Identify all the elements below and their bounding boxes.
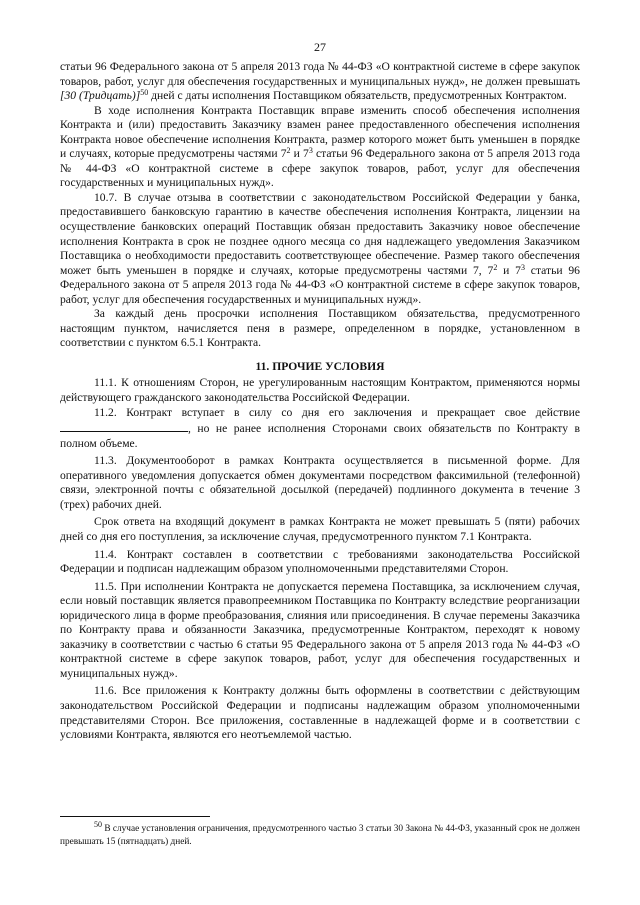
text-fragment: и 7 [497, 263, 521, 277]
paragraph-11-1: 11.1. К отношениям Сторон, не урегулированным настоящим Контрактом, применяются нормы действующего гражданского законодательства Российской Федерации. [60, 376, 580, 405]
text-fragment: статьи 96 Федерального закона от 5 апреля 2013 года № 44-ФЗ «О контрактной системе в сфере закупок товаров, работ, услуг для обеспечения государственных и муниципальных нужд», не должен превышать [60, 60, 580, 88]
text-fragment: В ходе исполнения Контракта Поставщик вправе изменить способ обеспечения исполнения Контракта и (или) предоставить Заказчику взамен ранее предоставленного обеспечения исполнения Контракта новое обеспечение исполнения Контракта, размер которого может быть уменьшен в порядке и случаях, которые предусмотрены частями 7 [60, 103, 580, 161]
paragraph-11-4: 11.4. Контракт составлен в соответствии с требованиями законодательства Российской Федерации и подписан надлежащим образом уполномоченными представителями Сторон. [60, 547, 580, 576]
footnote-separator [60, 816, 210, 817]
paragraph-change-security [60, 104, 580, 191]
document-body [60, 60, 580, 743]
italic-term: [30 (Тридцать)] [60, 89, 141, 103]
footnote-reference: 50 [140, 88, 149, 98]
paragraph-penalty: За каждый день просрочки исполнения Поставщиком обязательства, предусмотренного настоящим пунктом, начисляется пеня в размере, определенном в порядке, установленном в соответствии с пунктом 6.5.1 Контракта. [60, 307, 580, 350]
superscript: 3 [308, 146, 313, 156]
paragraph-response-term: Срок ответа на входящий документ в рамках Контракта не может превышать 5 (пяти) рабочих дней со дня его поступления, за исключение случая, предусмотренного пунктом 7.1 Контракта. [60, 515, 580, 543]
footnote-text: В случае установления ограничения, предусмотренного частью 3 статьи 30 Закона № 44-ФЗ, указанный срок не должен превышать 15 (пятнадцать) дней. [60, 824, 580, 847]
text-fragment: 11.2. Контракт вступает в силу со дня его заключения и прекращает свое действие [94, 405, 580, 419]
text-fragment: статьи 96 Федерального закона от 5 апреля 2013 года № 44-ФЗ «О контрактной системе в сфере закупок товаров, работ, услуг для обеспечения государственных и муниципальных нужд». [60, 147, 580, 190]
footnote [60, 820, 580, 848]
blank-fill-line [60, 420, 188, 432]
superscript: 3 [520, 262, 525, 272]
section-heading: 11. ПРОЧИЕ УСЛОВИЯ [255, 359, 385, 373]
page-number: 27 [314, 40, 326, 54]
paragraph-11-3: 11.3. Документооборот в рамках Контракта осуществляется в письменной форме. Для оперативного уведомления допускается обмен документами посредством факсимильной (телефонной) связи, электронной почты с обязательной досылкой (передачей) подлинного документа в течение 3 (трех) рабочих дней. [60, 454, 580, 511]
footnote-mark: 50 [94, 820, 102, 829]
text-fragment: , но не ранее исполнения Сторонами своих обязательств по Контракту в полном объеме. [60, 422, 580, 450]
paragraph-10-7 [60, 191, 580, 307]
paragraph-11-2 [60, 406, 580, 452]
text-fragment: статьи 96 Федерального закона от 5 апреля 2013 года № 44-ФЗ «О контрактной системе в сфере закупок товаров, работ, услуг для обеспечения государственных и муниципальных нужд». [60, 263, 580, 306]
paragraph-guarantee-return-term [60, 60, 580, 104]
paragraph-11-6: 11.6. Все приложения к Контракту должны быть оформлены в соответствии с действующим законодательством Российской Федерации и подписаны надлежащим образом уполномоченными представителями Сторон. Все приложения, составленные в надлежащей форме и в соответствии с условиями Контракта, являются его неотъемлемой частью. [60, 684, 580, 742]
superscript: 2 [286, 146, 291, 156]
text-fragment: и 7 [290, 147, 309, 161]
text-fragment: дней с даты исполнения Поставщиком обязательств, предусмотренных Контрактом. [148, 89, 567, 103]
superscript: 2 [493, 262, 498, 272]
paragraph-11-5: 11.5. При исполнении Контракта не допускается перемена Поставщика, за исключением случая, если новый поставщик является правопреемником Поставщика по Контракту вследствие реорганизации юридического лица в форме преобразования, слияния или присоединения. В случае перемены Заказчика по Контракту права и обязанности Заказчика, предусмотренные Контрактом, переходят к новому заказчику в соответствии с частью 6 статьи 95 Федерального закона от 5 апреля 2013 года № 44-ФЗ «О контрактной системе в сфере закупок товаров, работ, услуг для обеспечения государственных и муниципальных нужд». [60, 579, 580, 680]
text-fragment: 10.7. В случае отзыва в соответствии с законодательством Российской Федерации у банка, предоставившего банковскую гарантию в качестве обеспечения исполнения Контракта, лицензии на осуществление банковских операций Поставщик обязан предоставить Заказчику новое обеспечение исполнения Контракта в срок не позднее одного месяца со дня надлежащего уведомления Заказчиком Поставщика о необходимости предоставить соответствующее обеспечение. Размер такого обеспечения может быть уменьшен в порядке и случаях, которые предусмотрены частями 7, 7 [60, 190, 580, 277]
